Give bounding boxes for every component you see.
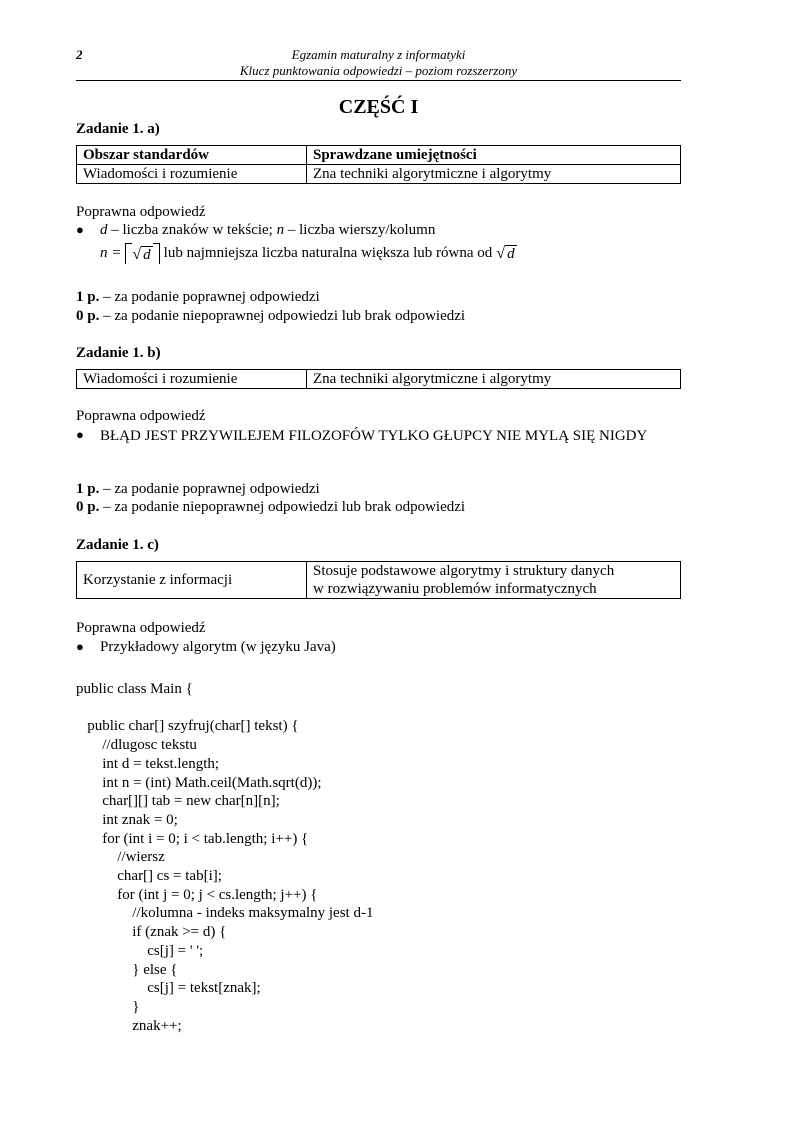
var-d: d <box>100 222 108 238</box>
bullet-icon: ● <box>76 222 84 237</box>
task-c-bullet-text: Przykładowy algorytm (w języku Java) <box>100 639 336 655</box>
table-cell: Zna techniki algorytmiczne i algorytmy <box>307 165 681 184</box>
score-text: – za podanie poprawnej odpowiedzi <box>99 289 320 305</box>
cell-line: Stosuje podstawowe algorytmy i struktury danych <box>313 563 615 579</box>
task-a-table <box>76 145 681 184</box>
code-line: char[] cs = tab[i]; <box>76 868 222 885</box>
ceil-brackets <box>125 243 159 264</box>
code-line: cs[j] = ' '; <box>76 942 204 959</box>
score-text: – za podanie poprawnej odpowiedzi <box>99 481 320 497</box>
code-line: public class Main { <box>76 681 193 697</box>
task-a-correct-label: Poprawna odpowiedź <box>76 204 206 220</box>
code-line: for (int i = 0; i < tab.length; i++) { <box>76 830 309 847</box>
code-line: for (int j = 0; j < cs.length; j++) { <box>76 886 318 903</box>
table-row <box>77 370 681 389</box>
table-cell: Korzystanie z informacji <box>77 562 307 599</box>
code-line: //wiersz <box>76 849 165 866</box>
task-a-score1 <box>76 289 320 306</box>
task-b-correct-label: Poprawna odpowiedź <box>76 408 206 424</box>
cell-line: w rozwiązywaniu problemów informatycznych <box>313 581 597 597</box>
code-line: //dlugosc tekstu <box>76 737 197 754</box>
code-line: int n = (int) Math.ceil(Math.sqrt(d)); <box>76 774 322 791</box>
code-line: cs[j] = tekst[znak]; <box>76 980 261 997</box>
table-row <box>77 562 681 599</box>
code-block <box>76 680 373 1035</box>
var-n: n <box>276 222 285 238</box>
sqrt-arg: d <box>507 245 515 262</box>
code-line: if (znak >= d) { <box>76 924 227 941</box>
table-cell <box>307 562 681 599</box>
header-line1: Egzamin maturalny z informatyki <box>291 47 466 62</box>
task-b-table <box>76 369 681 389</box>
page-number: 2 <box>76 47 83 62</box>
formula-lhs: n = <box>100 245 122 261</box>
part-title: CZĘŚĆ I <box>338 96 419 118</box>
score-points: 1 p. <box>76 289 100 305</box>
sqrt-arg: d <box>143 247 151 263</box>
formula-text: lub najmniejsza liczba naturalna większa lub równa od <box>163 245 493 261</box>
score-points: 0 p. <box>76 308 100 324</box>
code-line: } <box>76 998 140 1015</box>
formula <box>100 243 517 264</box>
table-header-row <box>77 146 681 165</box>
task-a-title: Zadanie 1. a) <box>76 121 160 137</box>
table-header-cell: Sprawdzane umiejętności <box>307 146 681 165</box>
bullet-text: – liczba znaków w tekście; <box>107 222 277 238</box>
task-a-score0 <box>76 308 465 325</box>
page-header <box>76 47 681 79</box>
code-line: znak++; <box>76 1017 182 1034</box>
code-line: int d = tekst.length; <box>76 755 220 772</box>
task-c-table <box>76 561 681 599</box>
table-header-cell: Obszar standardów <box>77 146 307 165</box>
task-b-score0 <box>76 499 465 516</box>
code-line: int znak = 0; <box>76 811 178 828</box>
sqrt-symbol: √ d <box>132 246 151 263</box>
code-line <box>76 699 373 718</box>
score-text: – za podanie niepoprawnej odpowiedzi lub brak odpowiedzi <box>99 499 466 515</box>
bullet-icon: ● <box>76 639 84 654</box>
header-rule <box>76 80 681 81</box>
bullet-icon: ● <box>76 427 84 442</box>
code-line: public char[] szyfruj(char[] tekst) { <box>76 718 299 735</box>
code-line: } else { <box>76 961 178 978</box>
sqrt-symbol: √ d <box>496 244 515 262</box>
table-cell: Wiadomości i rozumienie <box>77 370 307 389</box>
bullet-text: – liczba wierszy/kolumn <box>284 222 436 238</box>
task-b-title: Zadanie 1. b) <box>76 345 161 361</box>
score-points: 1 p. <box>76 481 100 497</box>
code-line: char[][] tab = new char[n][n]; <box>76 793 280 810</box>
code-line: //kolumna - indeks maksymalny jest d-1 <box>76 905 374 922</box>
task-b-score1 <box>76 481 320 498</box>
table-cell: Zna techniki algorytmiczne i algorytmy <box>307 370 681 389</box>
task-c-correct-label: Poprawna odpowiedź <box>76 620 206 636</box>
table-cell: Wiadomości i rozumienie <box>77 165 307 184</box>
task-c-title: Zadanie 1. c) <box>76 537 159 553</box>
task-b-answer: BŁĄD JEST PRZYWILEJEM FILOZOFÓW TYLKO GŁUPCY NIE MYLĄ SIĘ NIGDY <box>100 428 648 444</box>
score-text: – za podanie niepoprawnej odpowiedzi lub brak odpowiedzi <box>99 308 466 324</box>
table-row <box>77 165 681 184</box>
header-line2: Klucz punktowania odpowiedzi – poziom rozszerzony <box>239 63 518 78</box>
score-points: 0 p. <box>76 499 100 515</box>
